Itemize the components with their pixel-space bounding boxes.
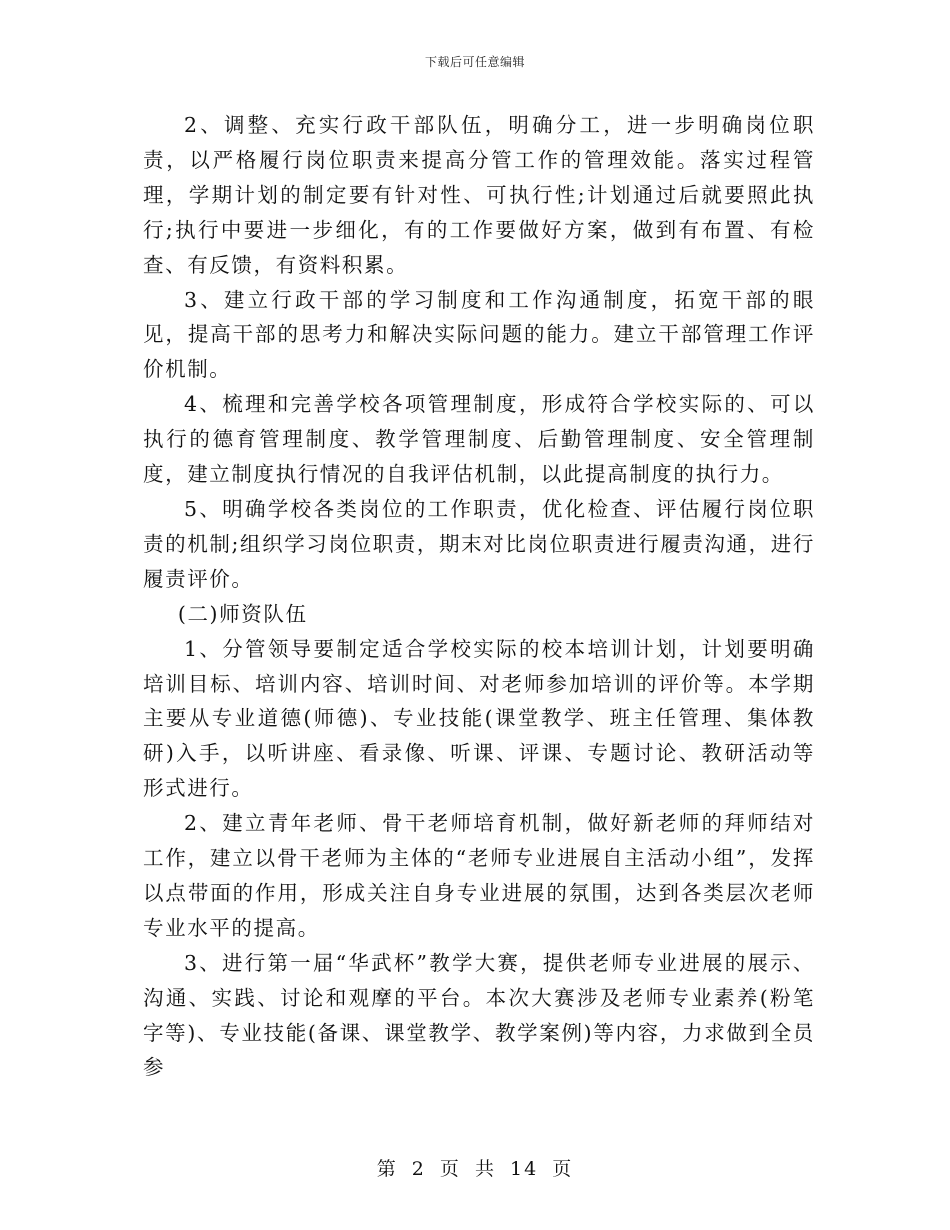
paragraph-item-2: 2、调整、充实行政干部队伍，明确分工，进一步明确岗位职责，以严格履行岗位职责来提高分管工作的管理效能。落实过程管理，学期计划的制定要有针对性、可执行性;计划通过后就要照此执行;执行中要进一步细化，有的工作要做好方案，做到有布置、有检查、有反馈，有资料积累。 [143,113,815,277]
paragraph-teachers-1: 1、分管领导要制定适合学校实际的校本培训计划，计划要明确培训目标、培训内容、培训时间、对老师参加培训的评价等。本学期主要从专业道德(师德)、专业技能(课堂教学、班主任管理、集体教研)入手，以听讲座、看录像、听课、评课、专题讨论、教研活动等形式进行。 [143,636,815,801]
paragraph-item-4: 4、梳理和完善学校各项管理制度，形成符合学校实际的、可以执行的德育管理制度、教学管理制度、后勤管理制度、安全管理制度，建立制度执行情况的自我评估机制，以此提高制度的执行力。 [143,392,815,487]
document-body [143,108,815,1085]
paragraph-teachers-3: 3、进行第一届“华武杯”教学大赛，提供老师专业进展的展示、沟通、实践、讨论和观摩的平台。本次大赛涉及老师专业素养(粉笔字等)、专业技能(备课、课堂教学、教学案例)等内容，力求做到全员参 [143,950,815,1080]
page-header: 下载后可任意编辑 [424,55,525,69]
page-number-footer: 第 2 页 共 14 页 [376,1158,574,1180]
paragraph-item-5: 5、明确学校各类岗位的工作职责，优化检查、评估履行岗位职责的机制;组织学习岗位职责，期末对比岗位职责进行履责沟通，进行履责评价。 [143,496,815,591]
paragraph-teachers-2: 2、建立青年老师、骨干老师培育机制，做好新老师的拜师结对工作，建立以骨干老师为主体的“老师专业进展自主活动小组”，发挥以点带面的作用，形成关注自身专业进展的氛围，达到各类层次老师专业水平的提高。 [143,811,815,940]
section-heading-teachers: (二)师资队伍 [177,601,308,626]
paragraph-item-3: 3、建立行政干部的学习制度和工作沟通制度，拓宽干部的眼见，提高干部的思考力和解决实际问题的能力。建立干部管理工作评价机制。 [143,287,815,382]
